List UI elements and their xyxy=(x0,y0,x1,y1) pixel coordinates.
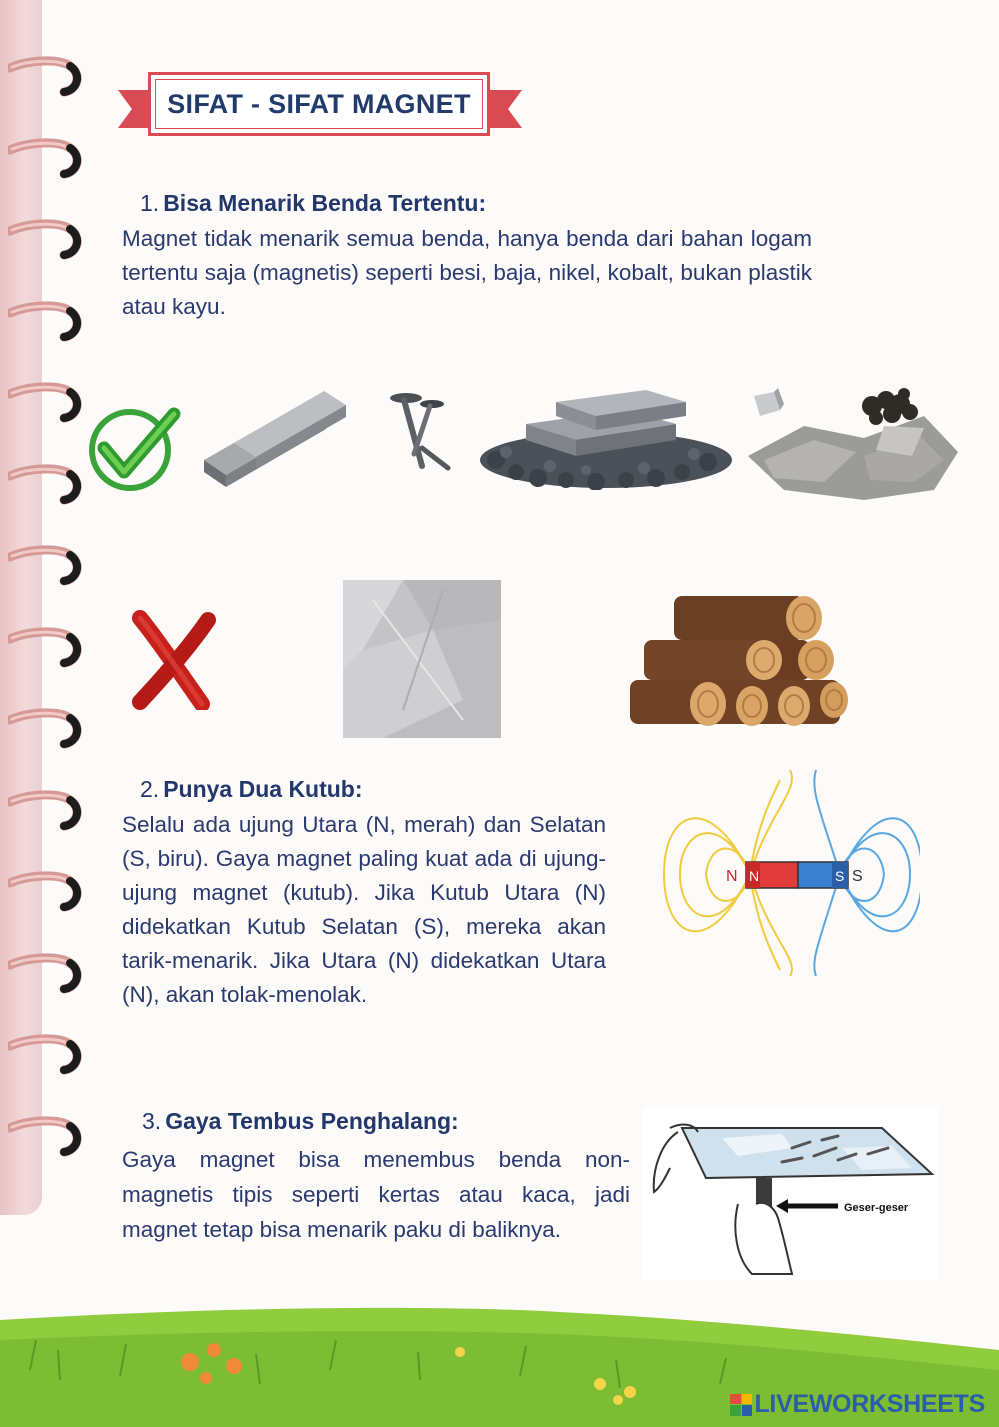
section-1-heading xyxy=(140,190,486,217)
spiral-ring xyxy=(8,865,88,913)
spiral-ring xyxy=(8,621,88,669)
spiral-ring xyxy=(8,539,88,587)
steel-bars-image xyxy=(200,385,350,490)
page-title: SIFAT - SIFAT MAGNET xyxy=(167,88,471,119)
wood-logs-image xyxy=(630,588,852,740)
section-3-heading xyxy=(142,1108,459,1135)
nails-image xyxy=(388,388,458,472)
nickel-cobalt-image xyxy=(744,386,962,506)
spiral-ring xyxy=(8,213,88,261)
section-2-body: Selalu ada ujung Utara (N, merah) dan Selatan (S, biru). Gaya magnet paling kuat ada di ujung-ujung magnet (kutub). Jika Kutub Utara (N) didekatkan Kutub Selatan (S), mereka akan tarik-menarik. Jika Utara (N) didekatkan Utara (N), akan tolak-menolak. xyxy=(122,812,606,1007)
spiral-ring xyxy=(8,1028,88,1076)
section-1-body: Magnet tidak menarik semua benda, hanya benda dari bahan logam tertentu saja (magnetis) seperti besi, baja, nikel, kobalt, bukan plastik atau kayu. xyxy=(122,226,812,319)
spiral-ring xyxy=(8,784,88,832)
spiral-ring xyxy=(8,947,88,995)
plastic-sheet-image xyxy=(343,580,501,738)
spiral-ring xyxy=(8,295,88,343)
spiral-ring xyxy=(8,50,88,98)
section-2-heading xyxy=(140,776,363,803)
section-1-title: Bisa Menarik Benda Tertentu: xyxy=(163,190,487,216)
spiral-ring xyxy=(8,702,88,750)
magnet-field-diagram xyxy=(660,770,920,976)
brand-text: LIVEWORKSHEETS xyxy=(754,1390,985,1418)
spiral-ring xyxy=(8,132,88,180)
section-3-title: Gaya Tembus Penghalang: xyxy=(165,1108,459,1134)
geser-geser-label: Geser-geser xyxy=(844,1202,909,1214)
cross-icon xyxy=(128,610,220,710)
south-outer-label: S xyxy=(852,868,863,885)
spiral-ring xyxy=(8,1110,88,1158)
iron-ore-ingots-image xyxy=(476,380,734,490)
title-banner xyxy=(118,72,522,138)
liveworksheets-brand xyxy=(730,1390,985,1419)
north-inner-label: N xyxy=(749,868,760,884)
section-3-body: Gaya magnet bisa menembus benda non-magnetis tipis seperti kertas atau kaca, jadi magnet tetap bisa menarik paku di baliknya. xyxy=(122,1147,630,1242)
section-2-title: Punya Dua Kutub: xyxy=(163,776,363,802)
spiral-ring xyxy=(8,458,88,506)
south-inner-label: S xyxy=(835,868,845,884)
spiral-ring xyxy=(8,376,88,424)
section-2-number: 2. xyxy=(140,776,160,802)
glass-magnet-diagram xyxy=(642,1108,938,1280)
section-3-number: 3. xyxy=(142,1108,162,1134)
north-outer-label: N xyxy=(726,868,738,885)
check-icon xyxy=(86,400,182,496)
title-box xyxy=(148,72,490,136)
section-1-number: 1. xyxy=(140,190,160,216)
brand-logo-icon xyxy=(730,1394,752,1416)
